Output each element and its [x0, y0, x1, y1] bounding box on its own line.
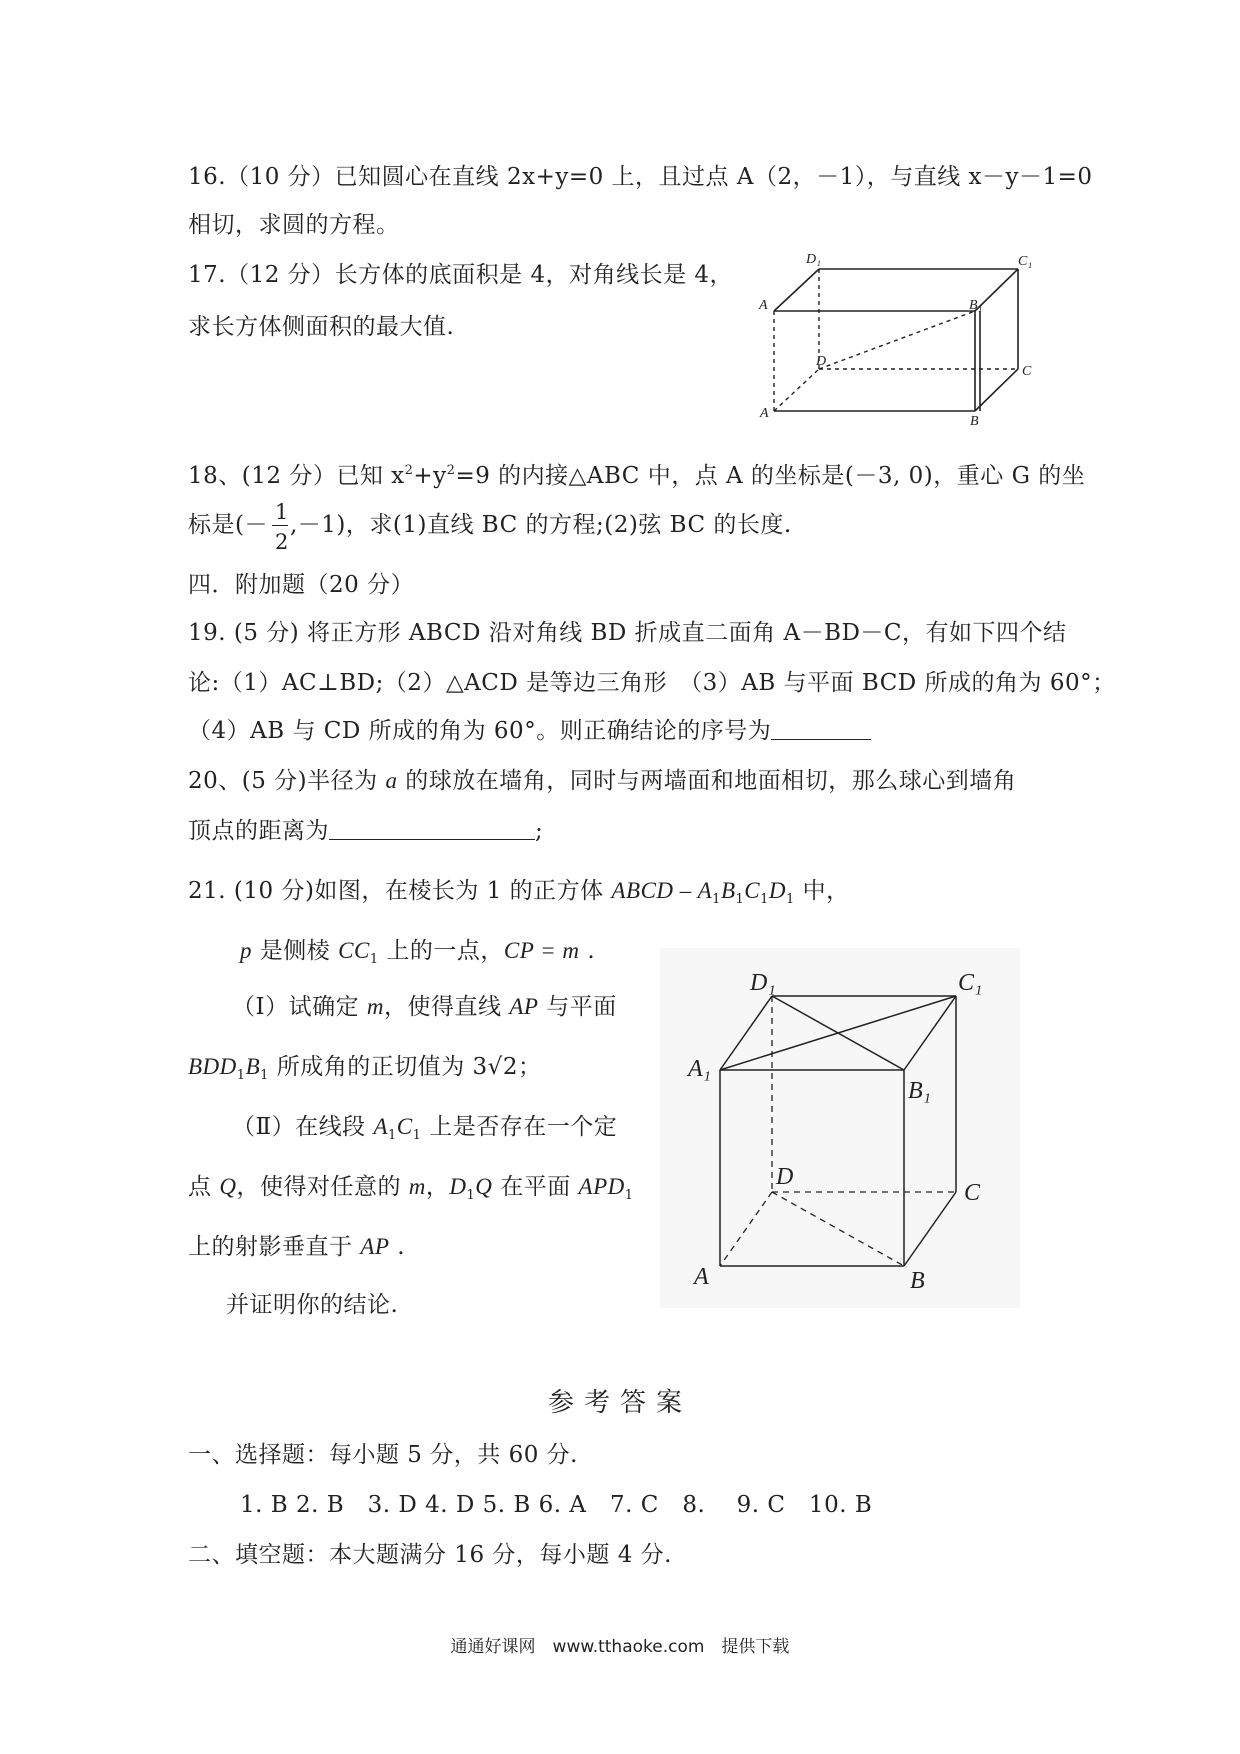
q20-line2: 顶点的距离为 ; — [188, 818, 544, 844]
fig1-label-a: A — [760, 406, 769, 421]
q21-line1: 21. (10 分)如图，在棱长为 1 的正方体 ABCD – $A_1B_1C_1D_1$ 中， — [188, 878, 850, 907]
fig2-label-d: D — [776, 1164, 794, 1190]
q19-line3: （4）AB 与 CD 所成的角为 60°。则正确结论的序号为 — [188, 716, 871, 746]
fig2-label-c1: C₁ — [958, 970, 983, 996]
fig2-label-a: A — [694, 1264, 709, 1290]
answers-sec1: 一、选择题：每小题 5 分，共 60 分. — [188, 1442, 578, 1468]
q17-line1: 17.（12 分）长方体的底面积是 4，对角线长是 4， — [188, 262, 734, 288]
q17-line2: 求长方体侧面积的最大值. — [188, 314, 455, 340]
q19-answer-blank — [771, 717, 871, 740]
fig1-label-b: B — [970, 414, 979, 429]
fig1-label-c1: C₁ — [1018, 254, 1033, 269]
q21-part2-line1: （Ⅱ）在线段 $A_1C_1$ 上是否存在一个定 — [232, 1114, 618, 1143]
section4-heading: 四．附加题（20 分） — [188, 572, 415, 598]
fig1-label-d1: D₁ — [806, 252, 821, 267]
fraction-one-half: $\frac{1}{2}$ — [268, 511, 290, 541]
cube-figure — [660, 948, 1020, 1308]
q18-line1: 18、(12 分）已知 $x^2+y^2=9$ 的内接△ABC 中，点 A 的坐标是(－3, 0)，重心 G 的坐 — [188, 463, 1086, 489]
fig2-label-b: B — [910, 1268, 925, 1294]
q20-answer-blank — [329, 817, 535, 840]
answers-title: 参考答案 — [547, 1388, 692, 1418]
q21-line2: p 是侧棱 $CC_1$ 上的一点，CP = m . — [240, 938, 596, 967]
fig1-label-c: C — [1022, 364, 1032, 379]
q21-part1-line1: （Ⅰ）试确定 m，使得直线 AP 与平面 — [232, 994, 617, 1020]
page-footer: 通通好课网 www.tthaoke.com 提供下载 — [450, 1637, 790, 1657]
q16-line1: 16.（10 分）已知圆心在直线 2x+y=0 上，且过点 A（2，－1），与直线 x－y－1=0 — [188, 164, 1093, 190]
q19-line1: 19. (5 分) 将正方形 ABCD 沿对角线 BD 折成直二面角 A－BD－C，有如下四个结 — [188, 620, 1067, 646]
fig2-label-a1: A₁ — [688, 1056, 712, 1082]
q21-part2-line3: 上的射影垂直于 AP . — [188, 1234, 406, 1260]
fig1-label-d: D — [816, 354, 827, 369]
fig2-label-b1: B₁ — [908, 1078, 932, 1104]
q20-line1: 20、(5 分)半径为 a 的球放在墙角，同时与两墙面和地面相切，那么球心到墙角 — [188, 768, 1017, 794]
answers-sec2: 二、填空题：本大题满分 16 分，每小题 4 分. — [188, 1542, 672, 1568]
box-figure — [756, 245, 1046, 430]
q19-line2: 论:（1）AC⊥BD;（2）△ACD 是等边三角形 （3）AB 与平面 BCD 所成的角为 60°； — [188, 670, 1116, 696]
fig1-label-a-top: A — [759, 298, 768, 313]
fig2-label-c: C — [964, 1180, 981, 1206]
q21-part2-line2: 点 Q，使得对任意的 m，$D_1Q$ 在平面 $APD_1$ — [188, 1174, 634, 1203]
q21-part1-line2: $BDD_1B_1$ 所成角的正切值为 3√2； — [188, 1054, 542, 1083]
fig2-label-d1: D₁ — [750, 970, 776, 996]
answers-sec1-items: 1. B 2. B 3. D 4. D 5. B 6. A 7. C 8. 9. C 10. B — [240, 1492, 873, 1518]
q21-part2-line4: 并证明你的结论. — [226, 1292, 399, 1318]
q16-line2: 相切，求圆的方程。 — [188, 212, 400, 238]
fig1-label-b1: B₁ — [969, 298, 983, 313]
q18-line2: 标是(－ $\frac{1}{2}$ ,－1)，求(1)直线 BC 的方程;(2)弦 BC 的长度. — [188, 500, 792, 554]
